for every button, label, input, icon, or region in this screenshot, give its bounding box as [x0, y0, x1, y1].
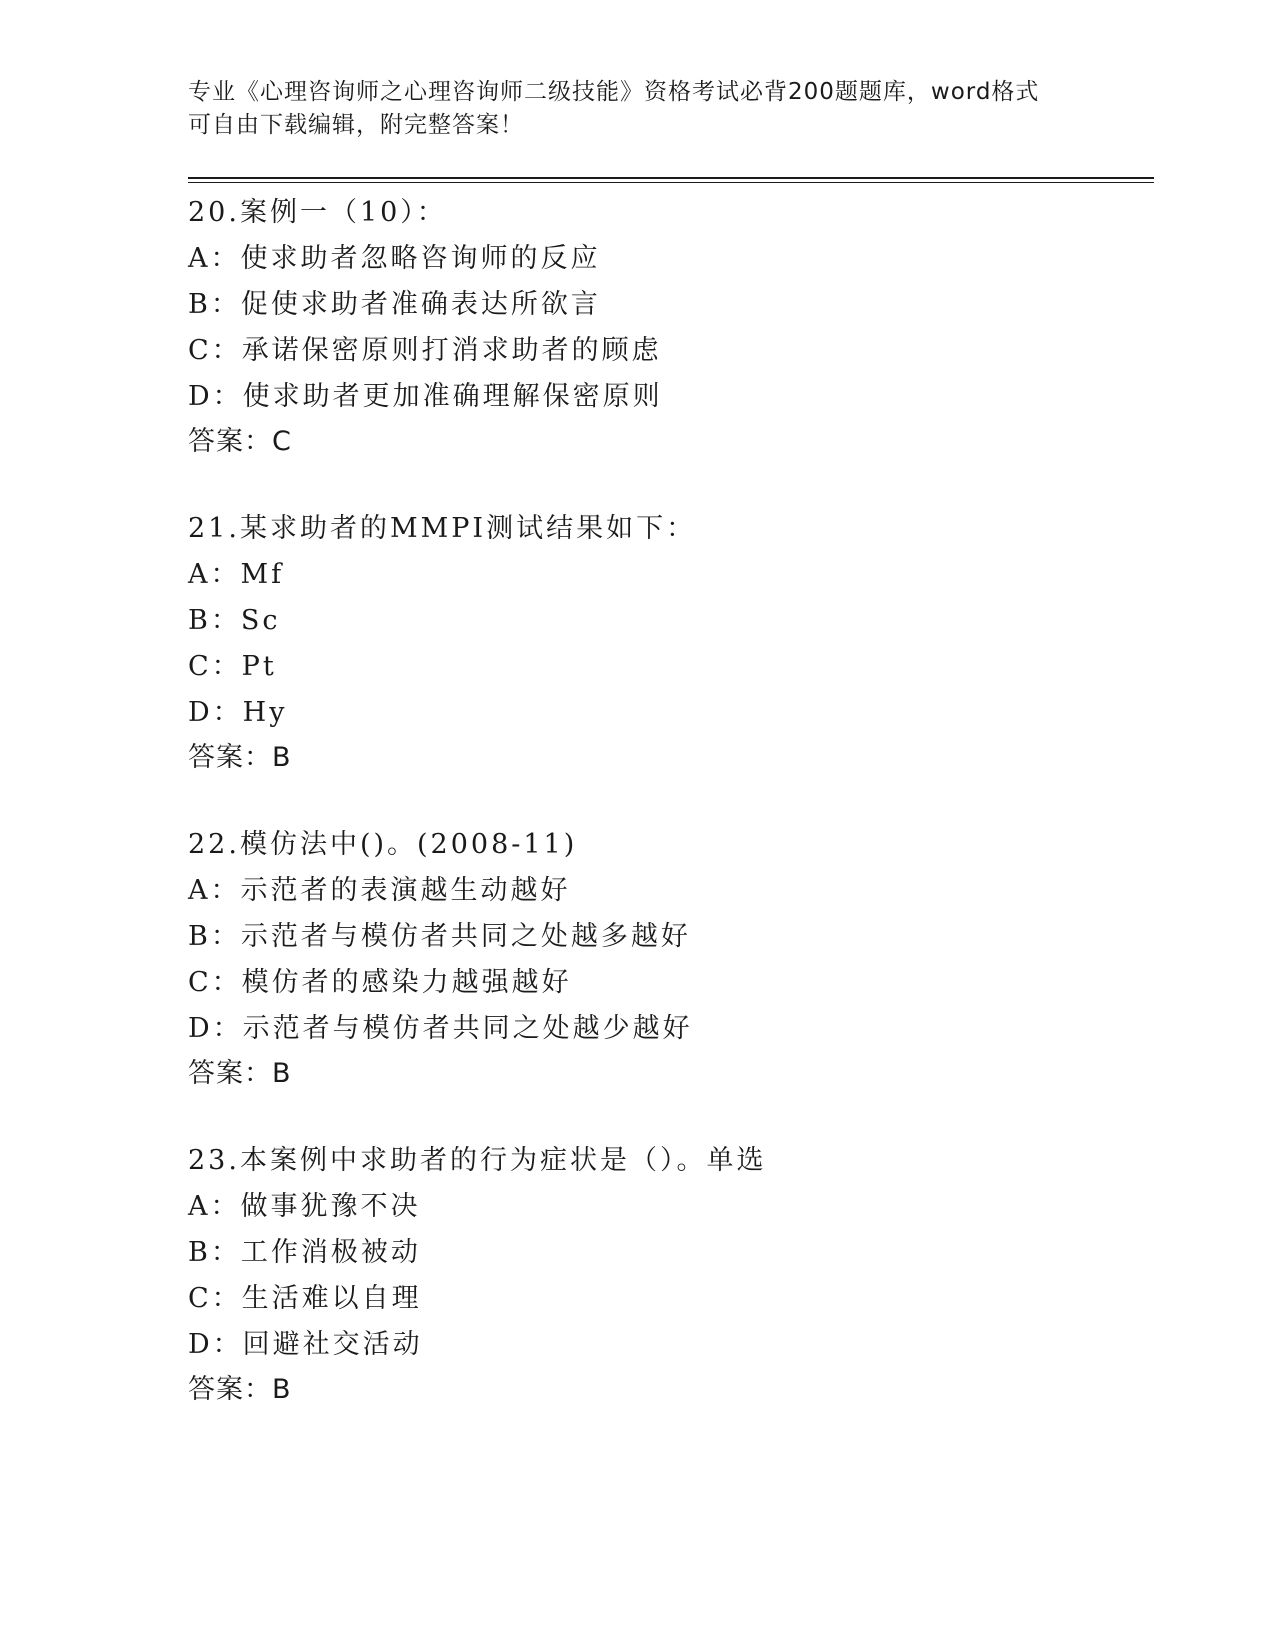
question-stem: 20.案例一（10）： — [188, 197, 447, 228]
answer-line: 答案：C — [188, 426, 292, 457]
option-d: D：回避社交活动 — [188, 1329, 423, 1360]
option-c: C：承诺保密原则打消求助者的顾虑 — [188, 335, 662, 366]
option-c: C：生活难以自理 — [188, 1283, 422, 1314]
question-stem: 22.模仿法中()。(2008-11) — [188, 829, 578, 860]
answer-line: 答案：B — [188, 1374, 292, 1405]
option-a: A：做事犹豫不决 — [188, 1191, 421, 1222]
option-d: D：Hy — [188, 697, 288, 728]
header-line-1: 专业《心理咨询师之心理咨询师二级技能》资格考试必背200题题库，word格式 — [188, 79, 1040, 105]
option-b: B：促使求助者准确表达所欲言 — [188, 289, 601, 320]
option-a: A：使求助者忽略咨询师的反应 — [188, 243, 601, 274]
option-c: C：模仿者的感染力越强越好 — [188, 967, 572, 998]
option-c: C：Pt — [188, 651, 277, 682]
document-header — [188, 76, 1088, 142]
question-21 — [188, 506, 1154, 780]
option-d: D：示范者与模仿者共同之处越少越好 — [188, 1013, 693, 1044]
question-stem: 23.本案例中求助者的行为症状是（）。单选 — [188, 1145, 767, 1176]
option-a: A：Mf — [188, 559, 285, 590]
option-d: D：使求助者更加准确理解保密原则 — [188, 381, 663, 412]
answer-line: 答案：B — [188, 1058, 292, 1089]
header-divider-thick — [188, 177, 1154, 179]
question-list — [188, 190, 1154, 1454]
option-a: A：示范者的表演越生动越好 — [188, 875, 571, 906]
option-b: B：Sc — [188, 605, 281, 636]
option-b: B：示范者与模仿者共同之处越多越好 — [188, 921, 691, 952]
question-stem: 21.某求助者的MMPI测试结果如下： — [188, 513, 697, 544]
question-23 — [188, 1138, 1154, 1412]
header-line-2: 可自由下载编辑，附完整答案！ — [188, 112, 524, 138]
question-22 — [188, 822, 1154, 1096]
answer-line: 答案：B — [188, 742, 292, 773]
question-20 — [188, 190, 1154, 464]
header-divider-thin — [188, 182, 1154, 183]
option-b: B：工作消极被动 — [188, 1237, 421, 1268]
